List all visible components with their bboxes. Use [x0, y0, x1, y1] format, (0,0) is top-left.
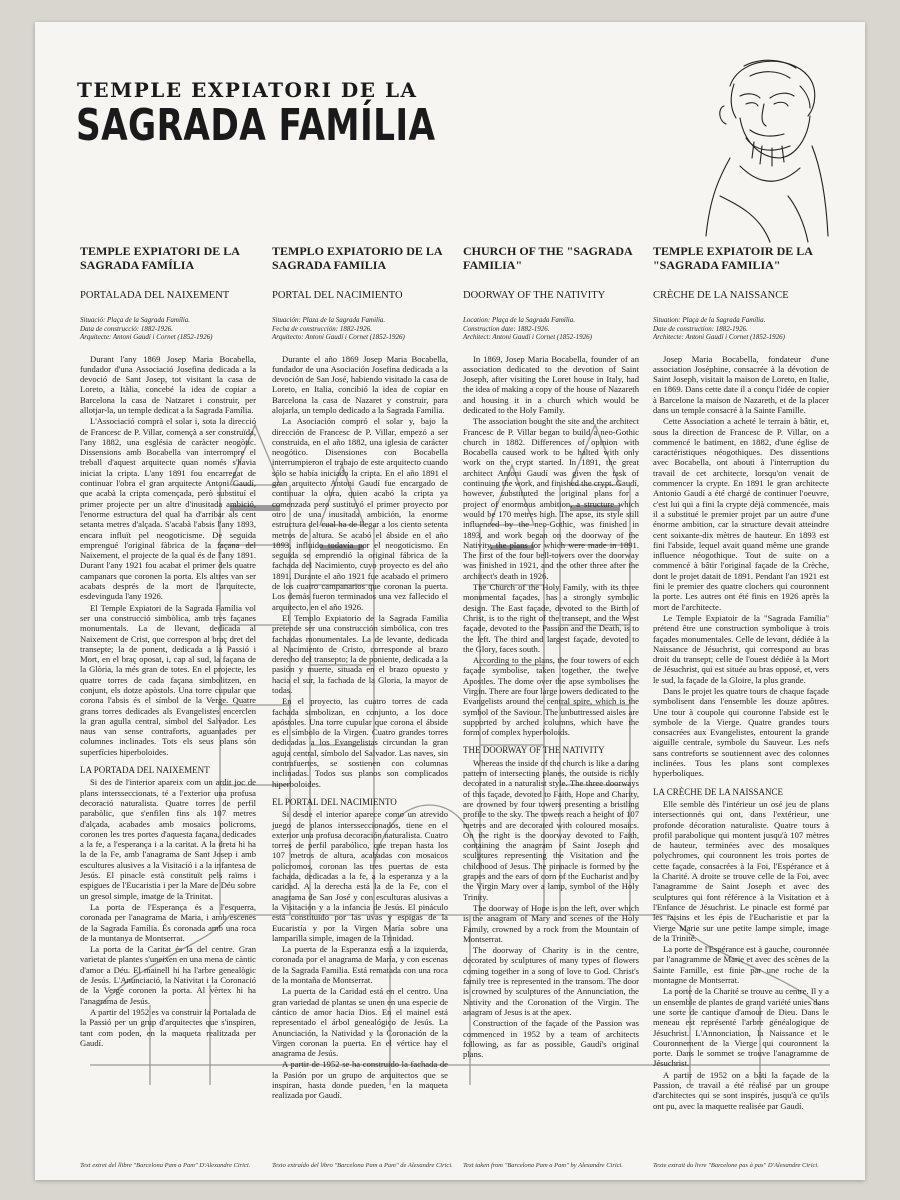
footer-credit-french: Texte extrait du livre "Barcelone pas à pas" D'Alexandre Cirici. [653, 1162, 819, 1169]
column-spanish [272, 244, 448, 1101]
footer-credit-english: Text taken from "Barcelona Pam a Pam" by Alexandre Cirici. [463, 1162, 623, 1169]
column-subheading: PORTAL DEL NACIMIENTO [272, 290, 403, 301]
column-body: Durante el año 1869 Josep Maria Bocabella, fundador de una Asociación Josefina dedicada a la devoción de San José, habiendo visitado la casa de Loreto, en Italia, concibió la idea de copiar en Barcelona la casa de Nazaret y construir, para alojarla, un templo dedicado a la Sagrada Familia. La Asociación compró el solar y, bajo la dirección de Francesc de P. Villar, empezó a ser construida, en el año 1882, una iglesia de carácter neogótico. Disensiones con Bocabella interrumpieron el trabajo de este arquitecto cuando sólo se había iniciado la cripta. En el año 1891 el gran arquitecto Antoni Gaudí fue encargado de continuar la obra, quien acabó la cripta ya comenzada pero sustituyó el primer proyecto por otro de una inusitada ambición, la enorme estructura del cual ha de llegar a los ciento setenta metros de altura. Se acabó el ábside en el año 1893, influido todavía por el neogoticismo. En seguida se emprendió la original fábrica de la fachada del Nacimiento, cuyo proyecto es del año 1891. Durante el año 1921 fue acabado el primero de los cuatro campanarios que coronan la puerta. Los demás fueron terminados una vez fallecido el arquitecto, en el año 1926. El Templo Expiatorio de la Sagrada Familia pretende ser una construcción simbólica, con tres fachadas monumentales. La de levante, dedicada al Nacimiento de Cristo, corresponde al brazo derecho del transepto; la de poniente, dedicada a la pasión y muerte, situada en el brazo opuesto y hacia el sur, la fachada de la Gloria, la mayor de todas. En el proyecto, las cuatro torres de cada fachada simbolizan, en conjunto, a los doce apóstoles. Una torre cupular que corona el ábside es el símbolo de la Virgen. Cuatro grandes torres dedicadas a los Evangelistas circundan la gran aguja central, símbolo del Salvador. Las naves, sin contrafuertes, se sostienen con columnas inclinadas. Todos sus planos son complicados hiperboloides. EL PORTAL DEL NACIMIENTO Si desde el interior aparece como un atrevido juego de planos intersseccionados, tiene en el exterior una profusa decoración naturalista. Cuatro torres de perfil parabólico, que trepan hasta los 107 metros de altura, acabadas con mosaicos polícromos, coronan las tres puertas de esta fachada, dedicadas a la fe, a la esperanza y a la caridad. A la derecha está la de la Fe, con el anagrama de San José y con esculturas alusivas a la Visitación y a la infancia de Jesús. El pináculo está constituido por las uvas y espigas de la Eucaristía y por la Virgen María sobre una lamparilla simple, imagen de la Trinidad. La puerta de la Esperanza está a la izquierda, coronada por el anagrama de María, y con escenas de la Sagrada Familia. Está rematada con una roca de la montaña de Montserrat. La puerta de la Caridad está en el centro. Una gran variedad de plantas se unen en una especie de cántico de amor hacia Dios. En el mainel está representado el árbol genealógico de Jesús. La Anunciación, la Natividad y la Coronación de la Virgen coronan la puerta. En el vértice hay el anagrama de Jesús. A partir de 1952 se ha construido la fachada de la Pasión por un grupo de arquitectos que se inspiran, hasta donde pueden, en la maqueta realizada por Gaudí. [272, 353, 448, 1101]
gaudi-portrait-sketch-icon [700, 46, 830, 246]
section-title: EL PORTAL DEL NACIMIENTO [272, 796, 397, 807]
column-heading: CHURCH OF THE "SAGRADA FAMILIA" [463, 244, 633, 272]
column-body: Josep Maria Bocabella, fondateur d'une association Joséphine, consacrée à la dévotion de Saint Joseph, visitait la maison de Loreto, en Italie, en 1869. Dans cette date il a conçu l'idée de copier à Barcelone la maison de Nazareth, et de la placer dans un temple consacré à la Sainte Famille. Cette Association a acheté le terrain à bâtir, et, sous la direction de Francesc de P. Villar, on a commencé le batiment, en 1882, d'une église de caractéristiques néogothiques. Des dissentions avec Bocabella, ont abouti à l'interruption du travail de cet architecte, lorsqu'on venait de commencer la crypte. En 1891 le gran architecte Antonio Gaudí a été chargé de continuer l'oeuvre, c'est lui qui a fini la crypte déjà commencée, mais il a substitué le premier projet par un autre d'une énorme ambition, car la structure devait atteindre cent soixante-dix mètres de hauteur. En 1893 est fini l'abside, lequel avait quand même une grande influence néogothique. Tout de suite on a commencé à bâtir l'original façade de la Crèche, dont le projet datait de 1891. Pendant l'an 1921 est fini le premier des quatre clochers qui couronnent la porte. Les autres ont été finis en 1926 après la mort de l'architecte. Le Temple Expiatoir de la "Sagrada Família" prétend être une construction symbolique à trois façades monumentales. Celle de levant, dédiée à la Naissance de Jésuchrist, qui correspond au bras droit du transept; celle de l'ouest dédiée à la Mort de Jésuchrist, qui est située au bras opposé, et, vers le sud, la façade de la Gloire, la plus grande. Dans le projet les quatre tours de chaque façade symbolisent dans l'ensemble les douze apôtres. Une tour à coupole qui couronne l'abside est le symbole de la Vierge. Quatre grandes tours consacrées aux Evangelistes, entourent la grande aiguille centrale, symbole du Sauveur. Les nefs sans contreforts se soutiennent avec des colonnes inclinées. Tous les plans sont complexes hyperboliques. LA CRÈCHE DE LA NAISSANCE Elle semble dès l'intérieur un osé jeu de plans intersectionnés qui ont, dans l'extérieur, une profonde décoration naturaliste. Quatre tours à profil parabolique qui montent jusqu'à 107 mètres de hauteur, terminées avec des mosaïques polychromes, qui couronnent les trois portes de cette façade, consacrées à la Foi, l'Espérance et à la Charité. A droite se trouve celle de la Foi, avec l'anagramme de Saint Joseph et avec des sculptures qui font référence à la Visitation et à l'Enfance de Jésuchrist. Le pinacle est formé par les raisins et les épis de l'Eucharistie et par la Vierge Marie sur une petite lampe simple, image de la Trinité. La porte de l'Espérance est à gauche, couronnée par l'anagramme de Marie et avec des scènes de la Sainte Famille, est finie par une roche de la montagne de Montserrat. La porte de la Charité se trouve au centre. Il y a un ensemble de plantes de grand variété unies dans une sorte de cantique d'amour de Dieu. Dans le meneau est représenté l'arbre généalogique de Jésuchrist. L'Annonciation, la Naissance et le Couronnement de la Vierge qui couronnent la porte. Dans le sommet se trouve l'anagramme de Jésuchrist. A partir de 1952 on a bâti la façade de la Passion, ce travail a été réalisé par un groupe d'architectes qui se sont inspirés, jusqu'à ce qu'ils ont pu, avec la maquette realisée par Gaudí. [653, 353, 829, 1111]
footer-credit-spanish: Texto extraído del libro "Barcelona Pam a Pam" de Alexandre Cirici. [272, 1162, 453, 1169]
column-meta: Location: Plaça de la Sagrada Família. Construction date: 1882-1926. Architect: Antoni Gaudí i Cornet (1852-1926) [463, 316, 592, 341]
column-french [653, 244, 829, 1111]
column-subheading: DOORWAY OF THE NATIVITY [463, 290, 606, 301]
column-heading: TEMPLE EXPIATOIR DE LA "SAGRADA FAMILIA" [653, 244, 813, 272]
column-body: Durant l'any 1869 Josep Maria Bocabella, fundador d'una Associació Josefina dedicada a la devoció de Sant Josep, tot visitant la casa de Loreto, a Itàlia, concebé la idea de copiar a Barcelona la casa de Natzaret i construir, per allotjar-la, un temple dedicat a la Sagrada Família. L'Associació comprà el solar i, sota la direcció de Francesc de P. Villar, començà a ser construïda, l'any 1882, una església de caràcter neogòtic. Dissensions amb Bocabella van interrompre el treball d'aquest arquitecte quan només s'havia iniciat la cripta. L'any 1891 fou encarregat de continuar l'obra el gran arquitecte Antoni Gaudí, que acabà la cripta començada, però substituí el primer projecte per un altre d'inusitada ambició, l'enorme estructura del qual ha d'arribar als cent setanta metres d'alçada. S'acabà l'absis l'any 1893, encara influït pel neogoticisme. De seguida emprengué l'original fàbrica de la façana del Naixement, el projecte de la qual és de l'any 1891. Durant l'any 1921 fou acabat el primer dels quatre campanars que coronen la porta. Els altres van ser acabats després de la mort de l'arquitecte, esdevinguda l'any 1926. El Temple Expiatori de la Sagrada Família vol ser una construcció simbòlica, amb tres façanes monumentals. La de llevant, dedicada al Naixement de Crist, que correspon al braç dret del transepte; la de ponent, dedicada a la Passió i Mort, en el braç oposat, i, cap al sud, la façana de la Glòria, la més gran de totes. En el projecte, les quatre torres de cada façana simbolitzen, en conjunt, els dotze apòstols. Una torre cupular que corona l'absis és el símbol de la Verge. Quatre grans torres dedicades als Evangelistes encerclen la gran agulla central, símbol del Salvador. Les naus van sense contraforts, aguantades per columnes inclinades. Tots els seus plans són superfícies hiperboloides. LA PORTADA DEL NAIXEMENT Si des de l'interior apareix com un ardit joc de plans intersseccionats, té a l'exterior una profusa decoració naturalista. Quatre torres de perfil parabòlic, que s'enfilen fins als 107 metres d'alçada, acabades amb mosaics policroms, coronen les tres portes d'aquesta façana, dedicades a la fe, a l'esperança i a la caritat. A la dreta hi ha la de la Fe, amb l'anagrama de Sant Josep i amb escultures alusives a la Visitació i a la infantesa de Jesús. El pinacle està constituït pels raïms i espigues de l'Eucaristia i per la Mare de Déu sobre un gresol simple, imatge de la Trinitat. La porta de l'Esperança és a l'esquerra, coronada per l'anagrama de Maria, i amb escenes de la Sagrada Família. És coronada amb una roca de la muntanya de Montserrat. La porta de la Caritat és la del centre. Gran varietat de plantes s'uneixen en una mena de càntic d'amor a Déu. El mainell hi ha l'arbre genealògic de Jesús. L'Anunciació, la Nativitat i la Coronació de la Verge coronen la porta. Al vèrtex hi ha l'anagrama de Jesús. A partir del 1952 es va construir la Portalada de la Passió per un grup d'arquitectes que s'inspiren, tant com poden, en la maqueta realitzada per Gaudí. [80, 353, 256, 1048]
column-english [463, 244, 639, 1062]
column-heading: TEMPLO EXPIATORIO DE LA SAGRADA FAMILIA [272, 244, 442, 272]
column-meta: Situació: Plaça de la Sagrada Família. Data de construcció: 1882-1926. Arquitecte: Antoni Gaudí i Cornet (1852-1926) [80, 316, 213, 341]
section-title: LA CRÈCHE DE LA NAISSANCE [653, 786, 784, 797]
footer-credit-catalan: Text extret del llibre "Barcelona Pam a Pam" D'Alexandre Cirici. [80, 1162, 251, 1169]
column-meta: Situation: Plaça de la Sagrada Família. Date de construction: 1882-1926. Architecte: Antoni Gaudí i Cornet (1852-1926) [653, 316, 786, 341]
section-title: LA PORTADA DEL NAIXEMENT [80, 765, 210, 776]
column-subheading: PORTALADA DEL NAIXEMENT [80, 290, 230, 301]
poster-title-line2: SAGRADA FAMÍLIA [76, 100, 436, 151]
column-heading: TEMPLE EXPIATORI DE LA SAGRADA FAMÍLIA [80, 244, 240, 272]
column-body: In 1869, Josep Maria Bocabella, founder of an association dedicated to the devotion of Saint Joseph, after visiting the Loret house in Italy, had the idea of making a copy of the house of Nazareth and housing it in a church which would be dedicated to the Holy Family. The association bought the site and the architect Francesc de P. Villar began to build a neo-Gothic church in 1882. Differences of opinion with Bocabella caused work to be halted with only work on the crypt started. In 1891, the great architect Antoni Gaudí was given the task of continuing the work, and finished the crypt. Gaudí, however, substituted the original plans for a project of enormous ambition, a structure which would be 170 metres high. The apse, its style still influenced by the neo-Gothic, was finished in 1893, and work began on the doorway of the Nativity, the plans for which were made in 1891. The first of the four bell-towers over the doorway was finished in 1921, and the other three after the architect's death in 1926. The Church of the Holy Family, with its three monumental façades, has a strongly symbolic design. The East façade, devoted to the Birth of Christ, is to the right of the transept, and the West façade, devoted to the Passion and the Death, is to the left. The third and largest façade, devoted to the Glory, faces south. According to the plans, the four towers of each façade symbolise, taken together, the twelve Apostles. The dome over the apse symbolises the Virgin. There are four large towers dedicated to the Evangelists around the central spire, which is the symbol of the Saviour. The unbuttressed aisles are supported by arched columns, which have the form of complex hyperboloids. THE DOORWAY OF THE NATIVITY Whereas the inside of the church is like a daring pattern of intersecting planes, the outside is richly decorated in a naturalist style. The three doorways of this façade, devoted to Faith, Hope and Charity, are crowned by four towers presenting a bristling profile to the sky. The towers reach a height of 107 metres and are decorated with coloured mosaics. On the right is the doorway devoted to Faith, containing the anagram of Saint Joseph and sculptures representing the Visitation and the childhood of Jesus. The pinnacle is formed by the grapes and the ears of corn of the Eucharist and by the Virgin Mary over a lamp, symbol of the Holy Trinity. The doorway of Hope is on the left, over which is the anagram of Mary and scenes of the Holy Family, crowned by a rock from the Mountain of Montserrat. The doorway of Charity is in the centre, decorated by sculptures of many types of flowers coming together in a song of love to God. Christ's family tree is represented in the transom. The door is crowned by sculptures of the Annunciation, the Nativity and the Coronation of the Virgin. The anagram of Jesus is at the apex. Construction of the façade of the Passion was commenced in 1952 by a team of architects following, as far as possible, Gaudí's original plans. [463, 353, 639, 1060]
column-meta: Situación: Plaza de la Sagrada Familia. Fecha de construcción: 1882-1926. Arquitecto: Antoni Gaudí i Cornet (1852-1926) [272, 316, 405, 341]
poster-title-line1: TEMPLE EXPIATORI DE LA [77, 78, 418, 102]
column-catalan [80, 244, 256, 1062]
section-title: THE DOORWAY OF THE NATIVITY [463, 745, 605, 756]
column-subheading: CRÈCHE DE LA NAISSANCE [653, 290, 789, 301]
